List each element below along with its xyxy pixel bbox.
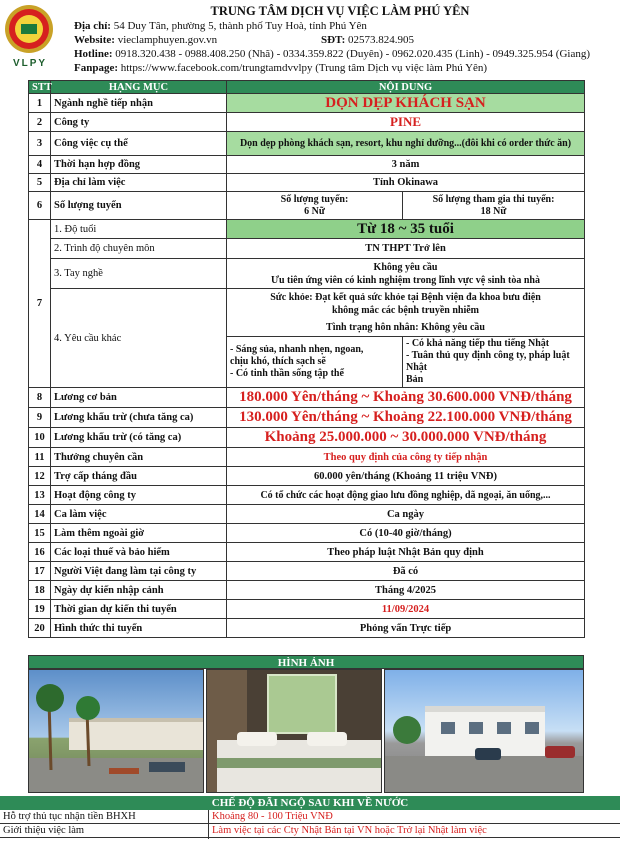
job-info-table: [28, 80, 585, 638]
fanpage-line: Fanpage: https://www.facebook.com/trungtamdvvlpy (Trung tâm Dịch vụ việc làm Phú Yên): [74, 62, 488, 74]
website-link[interactable]: vieclamphuyen.gov.vn: [117, 34, 218, 46]
benefit-row: Giới thiệu việc làm Làm việc tại các Cty Nhật Bản tại VN hoặc Trở lại Nhật làm việc: [0, 825, 620, 838]
table-row: 4 Thời hạn hợp đồng 3 năm: [29, 156, 585, 174]
table-row: 7 1. Độ tuổi Từ 18 ~ 35 tuổi: [29, 220, 585, 239]
table-row: 19 Thời gian dự kiến thi tuyển 11/09/2024: [29, 600, 585, 619]
hotel-room-photo: [206, 669, 382, 793]
photos-header: HÌNH ẢNH: [28, 655, 584, 669]
table-row: 9 Lương khấu trừ (chưa tăng ca) 130.000 Yên/tháng ~ Khoảng 22.100.000 VNĐ/tháng: [29, 408, 585, 428]
logo-text: VLPY: [12, 58, 48, 69]
table-row: 17 Người Việt đang làm tại công ty Đã có: [29, 562, 585, 581]
document-header: [0, 0, 620, 78]
table-row: 5 Địa chỉ làm việc Tỉnh Okinawa: [29, 174, 585, 192]
hotel-exterior-photo: [28, 669, 204, 793]
website-line: Website: vieclamphuyen.gov.vn SĐT: 02573.824.905: [74, 34, 414, 46]
table-row: 2 Công ty PINE: [29, 113, 585, 132]
table-header-row: [29, 81, 585, 94]
benefits-header: CHẾ ĐỘ ĐÃI NGỘ SAU KHI VỀ NƯỚC: [0, 796, 620, 810]
stt-header: STT: [29, 81, 51, 94]
table-row: 18 Ngày dự kiến nhập cảnh Tháng 4/2025: [29, 581, 585, 600]
base-salary: 180.000 Yên/tháng ~ Khoảng 30.600.000 VNĐ/tháng: [227, 388, 585, 408]
table-row: 6 Số lượng tuyển Số lượng tuyển: 6 Nữ Số lượng tham gia thi tuyển: 18 Nữ: [29, 192, 585, 220]
content-header: NỘI DUNG: [227, 81, 585, 94]
table-row: 10 Lương khấu trừ (có tăng ca) Khoảng 25.000.000 ~ 30.000.000 VNĐ/tháng: [29, 428, 585, 448]
company-name: PINE: [227, 113, 585, 132]
org-title: TRUNG TÂM DỊCH VỤ VIỆC LÀM PHÚ YÊN: [210, 4, 470, 18]
table-row: 14 Ca làm việc Ca ngày: [29, 505, 585, 524]
table-row: 2. Trình độ chuyên môn TN THPT Trở lên: [29, 239, 585, 259]
address-line: Địa chỉ: 54 Duy Tân, phường 5, thành phố Tuy Hoà, tỉnh Phú Yên: [74, 20, 367, 32]
hotline-line: Hotline: 0918.320.438 - 0988.408.250 (Nhã) - 0334.359.822 (Duyên) - 0962.020.435 (Linh) - 0949.325.954 (Giang): [74, 48, 591, 60]
age-range: Từ 18 ~ 35 tuổi: [227, 220, 585, 239]
hotel-building-photo: [384, 669, 584, 793]
table-row: - Sáng sủa, nhanh nhẹn, ngoan, chịu khó, thích sạch sẽ - Có tinh thần sống tập thể - Có khả năng tiếp thu tiếng Nhật - Tuân thủ quy định công ty, pháp luật Nhật Bản: [29, 337, 585, 388]
item-header: HẠNG MỤC: [51, 81, 227, 94]
table-row: 11 Thưởng chuyên cần Theo quy định của công ty tiếp nhận: [29, 448, 585, 467]
fanpage-link[interactable]: https://www.facebook.com/trungtamdvvlpy (Trung tâm Dịch vụ việc làm Phú Yên): [120, 62, 488, 74]
benefit-row: Hỗ trợ thủ tục nhận tiền BHXH Khoảng 80 - 100 Triệu VNĐ: [0, 811, 620, 824]
table-row: 12 Trợ cấp tháng đầu 60.000 yên/tháng (Khoảng 11 triệu VNĐ): [29, 467, 585, 486]
table-row: 3. Tay nghề Không yêu cầu Ưu tiên ứng viên có kinh nghiệm trong lĩnh vực vệ sinh tòa nhà: [29, 259, 585, 289]
photo-gallery: [28, 669, 584, 793]
table-row: 8 Lương cơ bản 180.000 Yên/tháng ~ Khoảng 30.600.000 VNĐ/tháng: [29, 388, 585, 408]
exam-date: 11/09/2024: [227, 600, 585, 619]
table-row: 4. Yêu cầu khác Sức khỏe: Đạt kết quả sức khỏe tại Bệnh viện đa khoa bưu điện không mắc các bệnh truyền nhiễm Tình trạng hôn nhân: Không yêu cầu: [29, 289, 585, 337]
job-title: DỌN DẸP KHÁCH SẠN: [227, 94, 585, 113]
table-row: 3 Công việc cụ thể Dọn dẹp phòng khách sạn, resort, khu nghỉ dưỡng...(đôi khi có order thức ăn): [29, 132, 585, 156]
table-row: 1 Ngành nghề tiếp nhận DỌN DẸP KHÁCH SẠN: [29, 94, 585, 113]
table-row: 15 Làm thêm ngoài giờ Có (10-40 giờ/tháng): [29, 524, 585, 543]
table-row: 20 Hình thức thi tuyển Phỏng vấn Trực tiếp: [29, 619, 585, 638]
vlpy-logo-icon: [4, 4, 54, 54]
table-row: 13 Hoạt động công ty Có tổ chức các hoạt động giao lưu đồng nghiệp, dã ngoại, ăn uống,...: [29, 486, 585, 505]
table-row: 16 Các loại thuế và bảo hiểm Theo pháp luật Nhật Bản quy định: [29, 543, 585, 562]
